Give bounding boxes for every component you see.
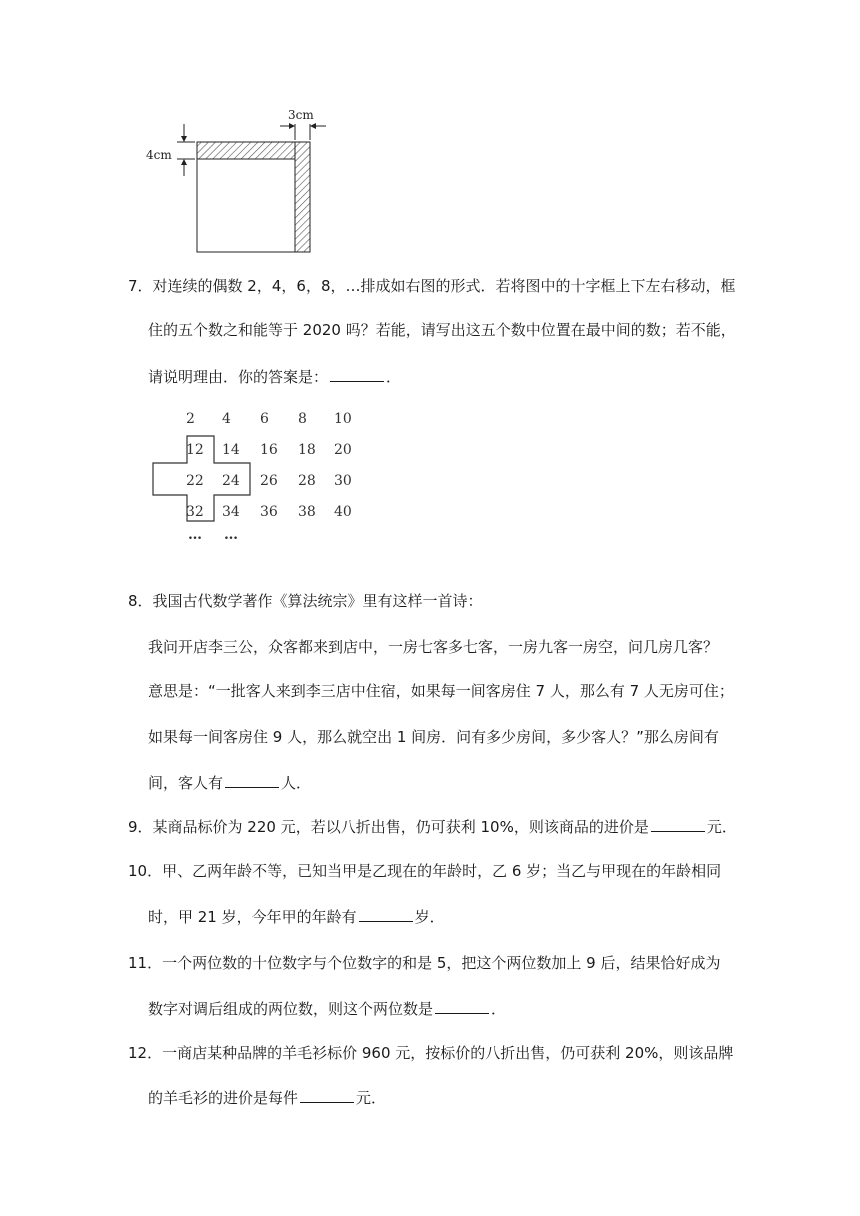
q9-answer-blank	[651, 817, 705, 832]
q12-line2	[148, 1088, 386, 1108]
q10-answer-blank	[359, 907, 413, 922]
grid-cell: 20	[334, 442, 352, 458]
dimension-label-left: 4cm	[146, 148, 172, 162]
grid-cell: 36	[260, 504, 278, 520]
even-number-grid	[150, 405, 380, 550]
figure-square-strips	[140, 104, 340, 260]
grid-cell: 34	[222, 504, 240, 520]
q7-line3-end: ．	[386, 368, 402, 386]
q7-line1: 7．对连续的偶数 2，4，6，8，…排成如右图的形式．若将图中的十字框上下左右移动，框	[128, 277, 736, 295]
grid-cell: 26	[260, 473, 278, 489]
grid-cell: 30	[334, 473, 352, 489]
q12-line2-end: 元．	[356, 1089, 387, 1107]
q11-line2-end: ．	[491, 1000, 507, 1018]
q12-answer-blank	[300, 1088, 354, 1103]
dimension-label-top: 3cm	[288, 108, 314, 122]
grid-cell: 12	[186, 442, 204, 458]
q7-line3-text: 请说明理由．你的答案是：	[148, 368, 329, 386]
grid-cell: 28	[298, 473, 316, 489]
grid-cell: 6	[260, 411, 269, 427]
grid-ellipsis: …	[224, 527, 238, 543]
grid-ellipsis: …	[188, 527, 202, 543]
q10-line2-text: 时，甲 21 岁，今年甲的年龄有	[148, 908, 357, 926]
grid-cell: 4	[222, 411, 231, 427]
q9-end: 元．	[706, 818, 737, 836]
q11-line1: 11．一个两位数的十位数字与个位数字的和是 5，把这个两位数加上 9 后，结果恰好成为	[128, 954, 721, 972]
grid-cell: 8	[298, 411, 307, 427]
q11-line2-text: 数字对调后组成的两位数，则这个两位数是	[148, 1000, 434, 1018]
q12-line1: 12．一商店某种品牌的羊毛衫标价 960 元，按标价的八折出售，仍可获利 20%，则该品牌	[128, 1044, 734, 1062]
q10-line2	[148, 907, 445, 927]
grid-cell: 40	[334, 504, 352, 520]
q8-answer-blank	[225, 773, 279, 788]
q8-line5-end: 人．	[281, 774, 312, 792]
q9-line	[128, 817, 737, 837]
q8-line1: 8．我国古代数学著作《算法统宗》里有这样一首诗：	[128, 592, 483, 610]
q9-text: 9．某商品标价为 220 元，若以八折出售，仍可获利 10%，则该商品的进价是	[128, 818, 649, 836]
grid-cell: 38	[298, 504, 316, 520]
q7-line2: 住的五个数之和能等于 2020 吗？若能，请写出这五个数中位置在最中间的数；若不能，	[148, 321, 736, 339]
q7-line3	[148, 367, 401, 387]
q8-line3: 意思是：“一批客人来到李三店中住宿，如果每一间客房住 7 人，那么有 7 人无房可住；	[148, 682, 734, 700]
q7-answer-blank	[330, 367, 384, 382]
q8-line5-text: 间，客人有	[148, 774, 224, 792]
q8-line4: 如果每一间客房住 9 人，那么就空出 1 间房．问有多少房间，多少客人？”那么房间有	[148, 728, 719, 746]
grid-cell: 2	[186, 411, 195, 427]
q8-line2: 我问开店李三公，众客都来到店中，一房七客多七客，一房九客一房空，问几房几客？	[148, 638, 719, 656]
grid-cell: 24	[222, 473, 240, 489]
grid-cell: 14	[222, 442, 240, 458]
q11-answer-blank	[435, 999, 489, 1014]
q8-line5	[148, 773, 311, 793]
q10-line2-end: 岁．	[414, 908, 445, 926]
grid-cell: 22	[186, 473, 204, 489]
q10-line1: 10．甲、乙两年龄不等，已知当甲是乙现在的年龄时，乙 6 岁；当乙与甲现在的年龄相同	[128, 862, 722, 880]
grid-cell: 10	[334, 411, 352, 427]
grid-cell: 16	[260, 442, 278, 458]
grid-cell: 32	[186, 504, 204, 520]
q12-line2-text: 的羊毛衫的进价是每件	[148, 1089, 299, 1107]
grid-cell: 18	[298, 442, 316, 458]
q11-line2	[148, 999, 506, 1019]
square-strips-diagram	[140, 104, 340, 260]
